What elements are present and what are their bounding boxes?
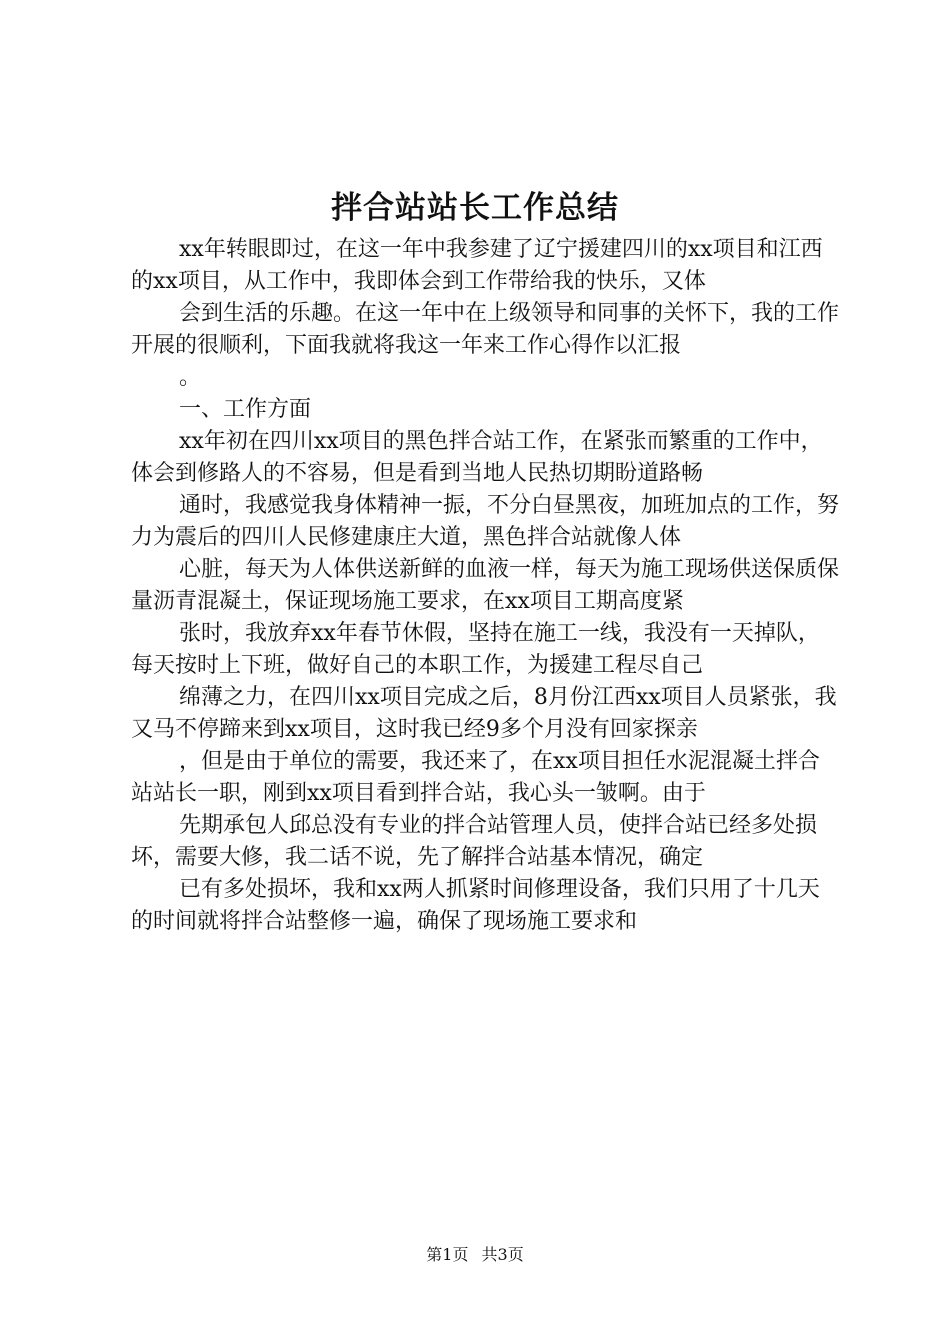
page-footer bbox=[0, 1244, 950, 1266]
page-number: 第1页 bbox=[426, 1245, 469, 1264]
document-title: 拌合站站长工作总结 bbox=[331, 190, 619, 226]
paragraph: 。 bbox=[179, 365, 202, 390]
section-heading: 一、工作方面 bbox=[179, 397, 312, 422]
paragraph: 会到生活的乐趣。在这一年中在上级领导和同事的关怀下，我的工作开展的很顺利，下面我就将我这一年来工作心得作以汇报 bbox=[131, 301, 840, 358]
paragraph: ，但是由于单位的需要，我还来了，在xx项目担任水泥混凝土拌合站站长一职，刚到xx项目看到拌合站，我心头一皱啊。由于 bbox=[131, 749, 820, 806]
paragraph: 心脏，每天为人体供送新鲜的血液一样，每天为施工现场供送保质保量沥青混凝土，保证现场施工要求，在xx项目工期高度紧 bbox=[131, 557, 840, 614]
page-total: 共3页 bbox=[481, 1245, 524, 1264]
paragraph: 绵薄之力，在四川xx项目完成之后，8月份江西xx项目人员紧张，我又马不停蹄来到xx项目，这时我已经9多个月没有回家探亲 bbox=[131, 685, 837, 742]
paragraph: 先期承包人邱总没有专业的拌合站管理人员，使拌合站已经多处损坏，需要大修，我二话不说，先了解拌合站基本情况，确定 bbox=[131, 813, 818, 870]
paragraph: 张时，我放弃xx年春节休假，坚持在施工一线，我没有一天掉队，每天按时上下班，做好自己的本职工作，为援建工程尽自己 bbox=[131, 621, 820, 678]
document-body bbox=[131, 234, 841, 938]
paragraph: 通时，我感觉我身体精神一振，不分白昼黑夜，加班加点的工作，努力为震后的四川人民修建康庄大道，黑色拌合站就像人体 bbox=[131, 493, 840, 550]
paragraph: xx年初在四川xx项目的黑色拌合站工作，在紧张而繁重的工作中，体会到修路人的不容易，但是看到当地人民热切期盼道路畅 bbox=[131, 429, 823, 486]
paragraph: 已有多处损坏，我和xx两人抓紧时间修理设备，我们只用了十几天的时间就将拌合站整修一遍，确保了现场施工要求和 bbox=[131, 877, 820, 934]
paragraph: xx年转眼即过，在这一年中我参建了辽宁援建四川的xx项目和江西的xx项目，从工作中，我即体会到工作带给我的快乐，又体 bbox=[131, 237, 823, 294]
